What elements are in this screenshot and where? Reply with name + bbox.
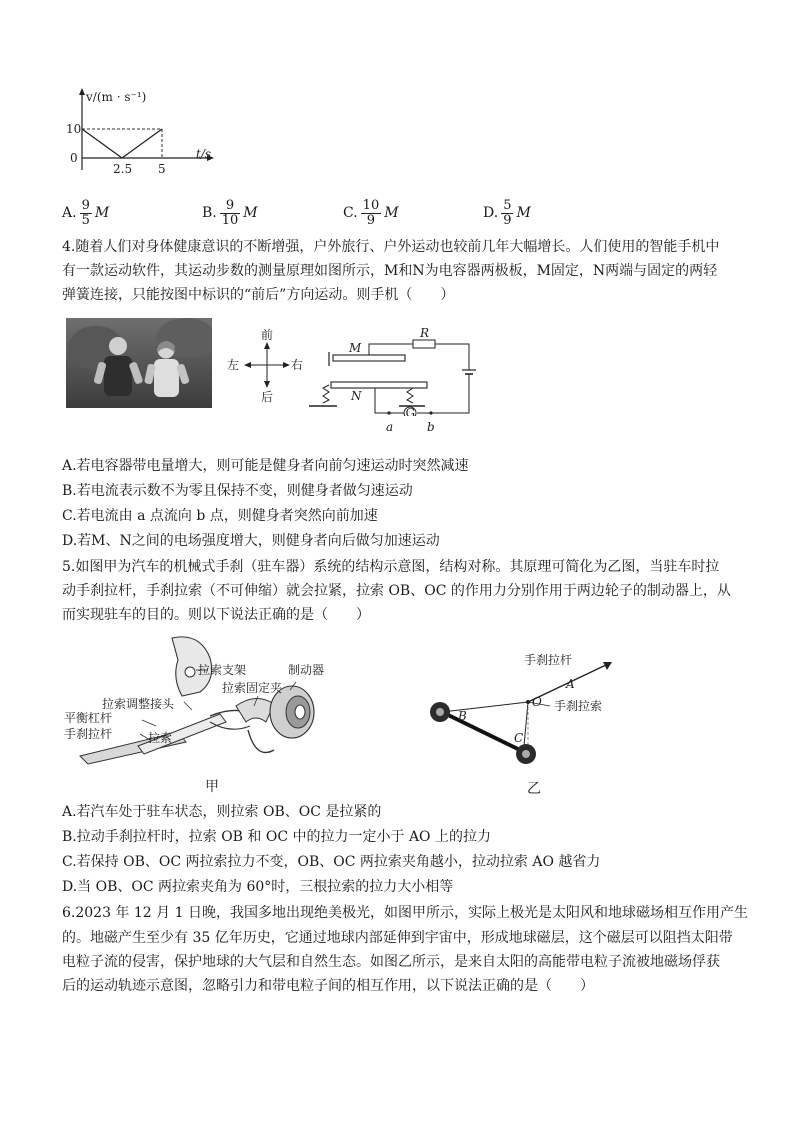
handbrake-simplified-figure: [420, 650, 620, 770]
q5-stem-line-1: 5.如图甲为汽车的机械式手刹（驻车器）系统的结构示意图，结构对称。其原理可简化为乙图，当驻车时拉: [62, 559, 720, 575]
runners-photo: [66, 318, 212, 408]
q4-stem-line-2: 有一款运动软件，其运动步数的测量原理如图所示，M和N为电容器两极板，M固定，N两端与固定的两轻: [62, 263, 718, 279]
q3-option-b: B. $\frac{9}{10}$ M: [202, 197, 258, 228]
handbrake-structure-figure: [60, 630, 350, 770]
galvanometer-label: G: [405, 406, 416, 416]
yi-label-o: O: [532, 695, 542, 709]
q5-option-a: A.若汽车处于驻车状态，则拉索 OB、OC 是拉紧的: [62, 804, 382, 820]
q6-stem-line-3: 电粒子流的侵害，保护地球的大气层和自然生态。如图乙所示，是来自太阳的高能带电粒子流被地磁场俘获: [62, 954, 720, 970]
vt-graph: [60, 86, 230, 176]
compass-back: 后: [261, 390, 274, 404]
q3-option-d: D. $\frac{5}{9}$ M: [483, 197, 531, 228]
plate-m-label: M: [349, 341, 362, 355]
plate-n-label: N: [351, 389, 362, 403]
compass-left: 左: [227, 358, 240, 372]
circuit-a-label: a: [386, 420, 394, 434]
label-handbrake-lever: 手刹拉杆: [64, 727, 113, 741]
q3-option-c: C. $\frac{10}{9}$ M: [343, 197, 399, 228]
vt-origin: 0: [70, 151, 78, 165]
q5-option-c: C.若保持 OB、OC 两拉索拉力不变，OB、OC 两拉索夹角越小，拉动拉索 AO 越省力: [62, 854, 601, 870]
yi-label-lever: 手刹拉杆: [524, 653, 573, 667]
fig-jia-caption: 甲: [205, 779, 219, 795]
q5-stem-line-3: 而实现驻车的目的。则以下说法正确的是（ ）: [62, 607, 370, 623]
q4-circuit-diagram: [225, 326, 485, 416]
q5-stem-line-2: 动手刹拉杆，手刹拉索（不可伸缩）就会拉紧，拉索 OB、OC 的作用力分别作用于两边轮子的制动器上，从: [62, 583, 731, 599]
q5-option-b: B.拉动手刹拉杆时，拉索 OB 和 OC 中的拉力一定小于 AO 上的拉力: [62, 829, 491, 845]
vt-x-tick-2: 5: [158, 162, 166, 176]
vt-y-label: v/(m · s⁻¹): [86, 90, 147, 104]
q4-option-a: A.若电容器带电量增大，则可能是健身者向前匀速运动时突然减速: [62, 458, 469, 474]
label-adjust-joint: 拉索调整接头: [102, 697, 175, 711]
compass-right: 右: [291, 358, 304, 372]
vt-x-label: t/s: [196, 147, 212, 161]
q4-stem-line-3: 弹簧连接，只能按图中标识的“前后”方向运动。则手机（ ）: [62, 287, 455, 303]
q6-stem-line-4: 后的运动轨迹示意图，忽略引力和带电粒子间的相互作用，以下说法正确的是（ ）: [62, 978, 594, 994]
label-cable-bracket: 拉索支架: [198, 663, 247, 677]
q5-option-d: D.当 OB、OC 两拉索夹角为 60°时，三根拉索的拉力大小相等: [62, 879, 454, 895]
q6-stem-line-2: 的。地磁产生至少有 35 亿年历史，它通过地球内部延伸到宇宙中，形成地球磁层，这个磁层可以阻挡太阳带: [62, 930, 733, 946]
resistor-label: R: [420, 326, 430, 340]
yi-label-b: B: [458, 709, 467, 723]
label-brake: 制动器: [288, 663, 325, 677]
q4-stem-line-1: 4.随着人们对身体健康意识的不断增强，户外旅行、户外运动也较前几年大幅增长。人们使用的智能手机中: [62, 239, 720, 255]
label-cable: 拉索: [148, 731, 173, 745]
vt-y-tick: 10: [66, 122, 82, 136]
q4-option-d: D.若M、N之间的电场强度增大，则健身者向后做匀加速运动: [62, 533, 440, 549]
yi-label-c: C: [514, 731, 524, 745]
q4-option-c: C.若电流由 a 点流向 b 点，则健身者突然向前加速: [62, 508, 378, 524]
circuit-b-label: b: [427, 420, 435, 434]
vt-x-tick-1: 2.5: [113, 162, 133, 176]
yi-label-a: A: [566, 677, 575, 691]
compass-front: 前: [261, 328, 274, 342]
q6-stem-line-1: 6.2023 年 12 月 1 日晚，我国多地出现绝美极光，如图甲所示，实际上极光是太阳风和地球磁场相互作用产生: [62, 905, 748, 921]
fig-yi-caption: 乙: [527, 781, 541, 797]
label-fixing-clamp: 拉索固定夹: [222, 681, 283, 695]
q4-option-b: B.若电流表示数不为零且保持不变，则健身者做匀速运动: [62, 483, 413, 499]
q3-option-a: A. $\frac{9}{5}$ M: [62, 197, 110, 228]
yi-label-cable: 手刹拉索: [554, 699, 603, 713]
label-balance-lever: 平衡杠杆: [64, 711, 113, 725]
